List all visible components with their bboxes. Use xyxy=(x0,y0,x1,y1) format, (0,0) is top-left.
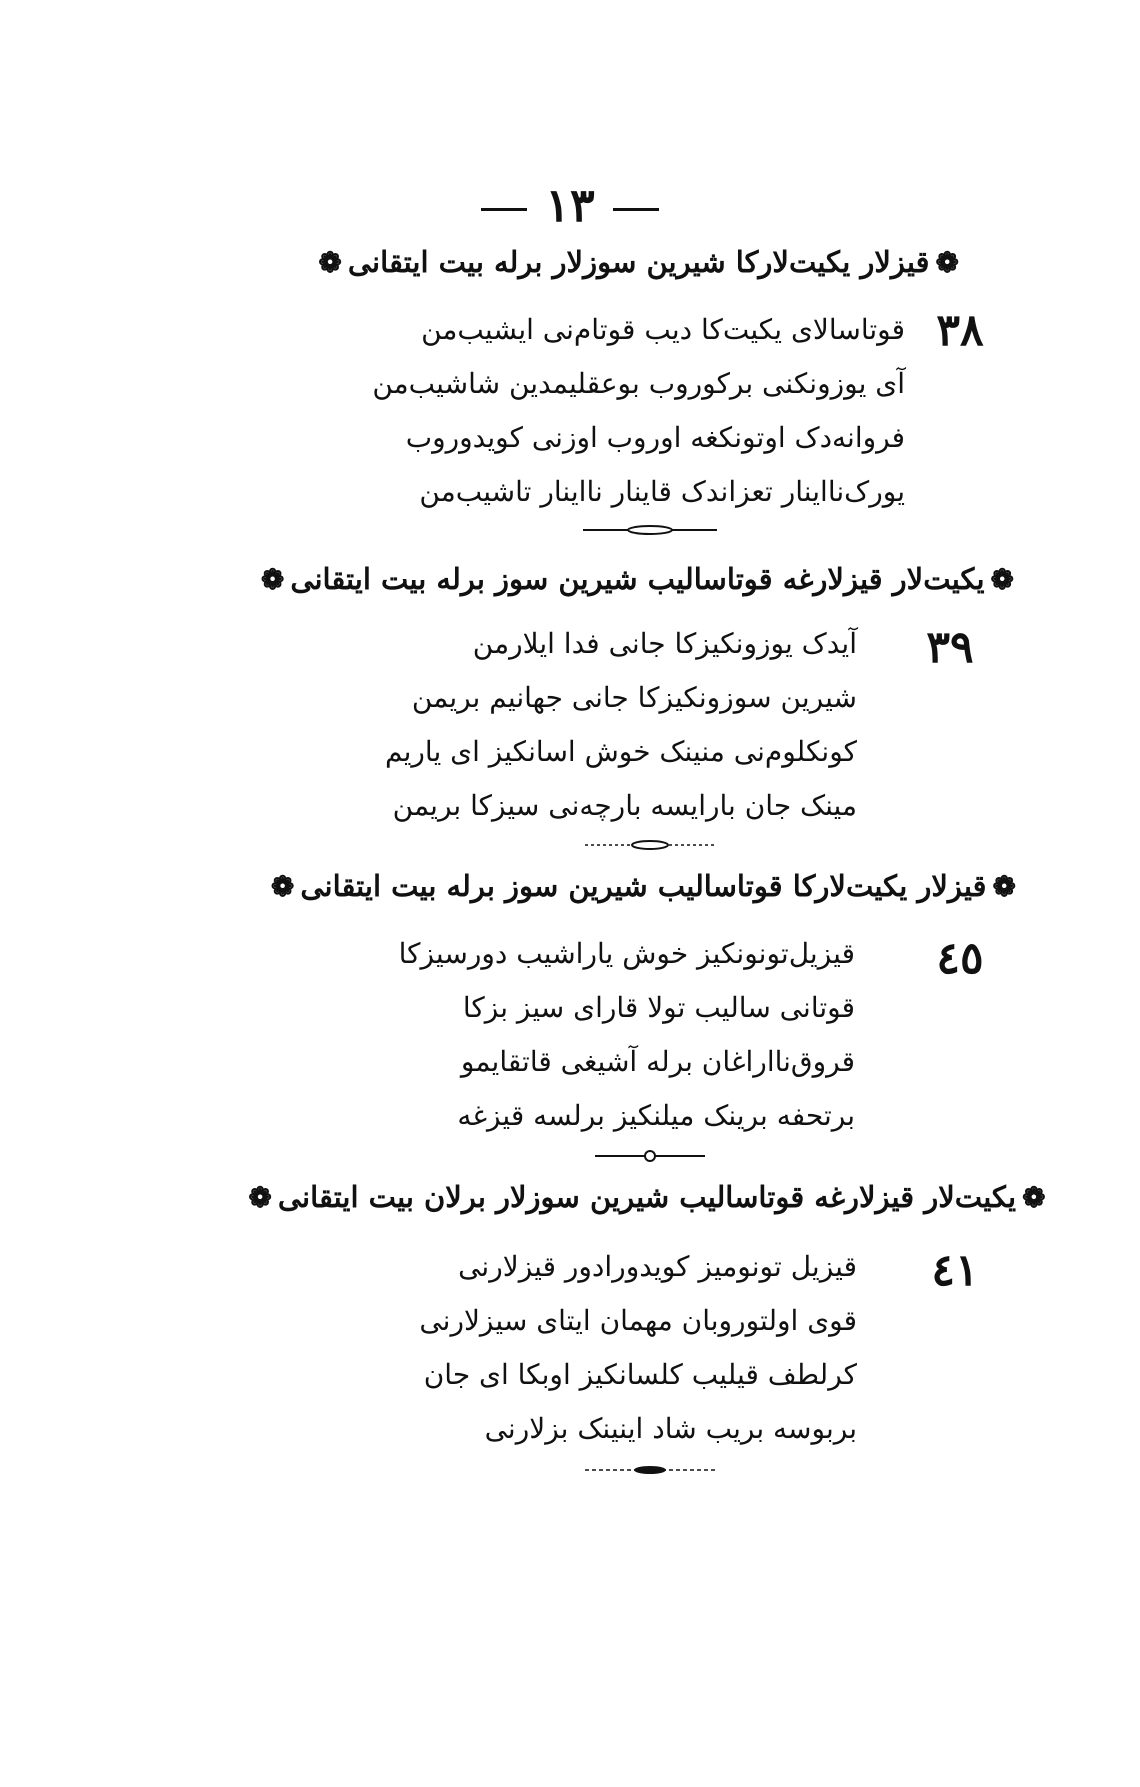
page-number-dash-right xyxy=(613,208,659,211)
flower-ornament-icon: ❁ xyxy=(992,870,1016,903)
verse-line: کرلطف قیلیب کلسانکیز اوبکا ای جان xyxy=(423,1358,857,1391)
poem-stanza xyxy=(398,927,855,1143)
verse-line: یورک‌نااینار تعزاندک قاینار نااینار تاشیب‌من xyxy=(419,475,905,508)
flower-ornament-icon: ❁ xyxy=(1022,1181,1046,1214)
flower-ornament-icon: ❁ xyxy=(270,870,295,903)
verse-line: قوتاسالای یکیت‌کا دیب قوتام‌نی ایشیب‌من xyxy=(421,313,905,346)
verse-line: قوی اولتوروبان مهمان ایتای سیزلارنی xyxy=(419,1304,857,1337)
section-heading: ❁یکیت‌لار قیزلارغه قوتاسالیب شیرین سوزلار برلان بیت ایتقانی❁ xyxy=(248,1180,1046,1214)
verse-line: قیزیل تونومیز کویدورادور قیزلارنی xyxy=(458,1250,857,1283)
verse-line: برتحفه برینک میلنکیز برلسه قیزغه xyxy=(457,1099,855,1132)
verse-line: قیزیل‌تونونکیز خوش یاراشیب دورسیزکا xyxy=(398,937,855,970)
verse-line: مینک جان بارایسه بارچه‌نی سیزکا بریمن xyxy=(392,789,857,822)
section-divider xyxy=(583,523,717,537)
verse-line: آی یوزونکنی برکوروب بوعقلیمدین شاشیب‌من xyxy=(372,367,905,400)
flower-ornament-icon: ❁ xyxy=(260,563,285,596)
poem-stanza xyxy=(384,617,857,833)
verse-line: قروق‌نااراغان برله آشیغی قاتقایمو xyxy=(460,1045,855,1078)
verse-line: کونکلوم‌نی منینک خوش اسانکیز ای یاریم xyxy=(384,735,857,768)
flower-ornament-icon: ❁ xyxy=(318,246,342,279)
flower-ornament-icon: ❁ xyxy=(935,246,959,279)
verse-line: آیدک یوزونکیزکا جانی فدا ایلارمن xyxy=(472,627,857,660)
section-divider xyxy=(585,1463,715,1477)
section-divider xyxy=(585,838,715,852)
poem-number: ٤٥ xyxy=(936,933,984,984)
section-heading: ❁یکیت‌لار قیزلارغه قوتاسالیب شیرین سوز برله بیت ایتقانی❁ xyxy=(260,562,1014,596)
verse-line: بربوسه بریب شاد اینینک بزلارنی xyxy=(484,1412,857,1445)
flower-ornament-icon: ❁ xyxy=(990,563,1014,596)
section-heading: ❁قیزلار یکیت‌لارکا قوتاسالیب شیرین سوز برله بیت ایتقانی❁ xyxy=(270,869,1016,903)
poem-number: ٤١ xyxy=(931,1245,979,1296)
poem-number: ٣٩ xyxy=(926,622,974,673)
verse-line: فروانه‌دک اوتونکغه اوروب اوزنی کویدوروب xyxy=(405,421,905,454)
poem-number: ٣٨ xyxy=(936,305,984,356)
page-number-dash-left xyxy=(481,208,527,211)
poem-stanza xyxy=(372,303,905,519)
verse-line: شیرین سوزونکیزکا جانی جهانیم بریمن xyxy=(411,681,857,714)
page-number: ١٣ xyxy=(0,178,1140,232)
section-divider xyxy=(595,1149,705,1163)
section-heading: ❁قیزلار یکیت‌لارکا شیرین سوزلار برله بیت ایتقانی❁ xyxy=(318,245,959,279)
poem-stanza xyxy=(419,1240,857,1456)
flower-ornament-icon: ❁ xyxy=(248,1181,272,1214)
verse-line: قوتانی سالیب تولا قارای سیز بزکا xyxy=(462,991,855,1024)
